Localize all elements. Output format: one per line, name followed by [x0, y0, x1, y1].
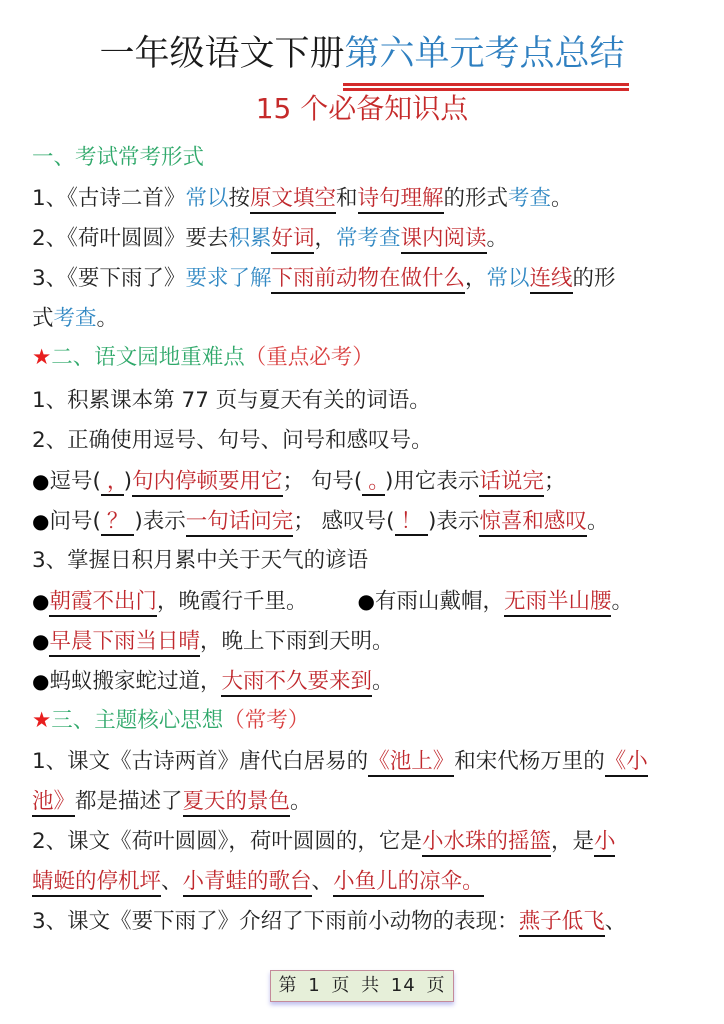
text: 。: [586, 509, 609, 534]
text: )表示: [134, 509, 186, 534]
section-3-item-1-cont: [32, 787, 700, 817]
section-1-heading: 一、考试常考形式: [32, 145, 205, 170]
answer: 下雨前动物在做什么: [271, 266, 465, 294]
text: 和宋代杨万里的: [454, 749, 605, 774]
answer: 大雨不久要来到: [221, 669, 372, 697]
keyword: 考查: [53, 306, 97, 331]
section-2-item-2: 2、正确使用逗号、句号、问号和感叹号。: [32, 428, 433, 453]
proverb-row-2: [32, 626, 700, 657]
section-3-item-2: [32, 827, 700, 857]
bullet-icon: ●: [32, 669, 50, 693]
page-indicator: 第 1 页 共 14 页: [270, 970, 454, 1002]
keyword: 要求了解: [185, 266, 272, 291]
answer: 夏天的景色: [183, 789, 291, 817]
punctuation-question-exclaim: [32, 506, 700, 537]
section-3-item-3: [32, 907, 700, 937]
answer-blank: 。: [362, 469, 385, 496]
answer: 诗句理解: [358, 186, 444, 214]
proverb-row-3: [32, 666, 700, 697]
text: ): [123, 469, 132, 494]
heading-text: 三、主题核心思想: [51, 708, 224, 733]
section-2-heading: [32, 343, 700, 373]
answer: 朝霞不出门: [49, 589, 157, 617]
text: 。: [96, 306, 119, 331]
text: ，: [314, 226, 336, 251]
text: 蚂蚁搬家蛇过道，: [49, 669, 222, 694]
answer: 原文填空: [250, 186, 336, 214]
text: 句号(: [310, 469, 363, 494]
answer-blank: ！: [395, 509, 429, 536]
keyword: 常以: [486, 266, 530, 291]
punctuation-comma-period: [32, 466, 700, 497]
text: 、: [161, 869, 183, 894]
answer: 小水珠的摇篮: [422, 829, 551, 857]
section-2-item-3: 3、掌握日积月累中关于天气的谚语: [32, 548, 369, 573]
text: 3、《要下雨了》: [32, 266, 186, 291]
answer: 小: [594, 829, 616, 857]
text: 都是描述了: [75, 789, 183, 814]
text: ，晚霞行千里。: [156, 589, 308, 614]
answer: 话说完: [479, 469, 544, 497]
answer: 燕子低飞: [519, 909, 605, 937]
text: 。: [290, 789, 312, 814]
text: 有雨山戴帽，: [374, 589, 504, 614]
section-1-item-3-cont: [32, 304, 700, 334]
section-1-item-2: [32, 224, 700, 254]
answer-blank: ？: [101, 509, 135, 536]
text: 式: [32, 306, 54, 331]
answer: 一句话问完: [186, 509, 294, 537]
title-highlight: 第六单元考点总结: [345, 30, 625, 80]
answer: 课内阅读: [401, 226, 487, 254]
text: 。: [611, 589, 633, 614]
text: )表示: [428, 509, 480, 534]
answer: 蜻蜓的停机坪: [32, 869, 161, 897]
bullet-icon: ●: [357, 589, 375, 613]
text: 、: [311, 869, 334, 894]
answer: 《小: [605, 749, 648, 777]
text: ；: [293, 509, 315, 534]
title-prefix: 一年级语文下册: [99, 34, 345, 74]
text: ，: [464, 266, 487, 291]
text: 3、课文《要下雨了》介绍了下雨前小动物的表现：: [32, 909, 519, 934]
keyword: 考查: [508, 186, 552, 211]
answer: 好词: [271, 226, 314, 254]
section-1-item-1: [32, 184, 700, 214]
keyword: 积累: [228, 226, 272, 251]
answer: 连线: [530, 266, 573, 294]
keyword: 常考查: [335, 226, 401, 251]
heading-tag: （重点必考）: [244, 345, 374, 370]
text: 的形式: [443, 186, 509, 211]
answer: 池》: [32, 789, 75, 817]
section-1-item-3: [32, 264, 700, 294]
page-title: [0, 30, 724, 80]
text: 逗号(: [49, 469, 101, 494]
text: 按: [228, 186, 250, 211]
section-3-item-2-cont: [32, 867, 700, 897]
proverb-row-1: [32, 586, 700, 617]
text: 2、课文《荷叶圆圆》，荷叶圆圆的，它是: [32, 829, 422, 854]
heading-tag: （常考）: [223, 708, 310, 733]
text: 的形: [572, 266, 616, 291]
section-3-item-1: [32, 747, 700, 777]
answer: 句内停顿要用它: [132, 469, 283, 497]
answer: 小青蛙的歌台: [183, 869, 312, 897]
answer: 惊喜和感叹: [479, 509, 587, 537]
answer: 早晨下雨当日晴: [49, 629, 200, 657]
text: ；: [543, 469, 566, 494]
text: 、: [604, 909, 627, 934]
text: ，晚上下雨到天明。: [199, 629, 394, 654]
section-3-heading: [32, 706, 700, 736]
bullet-icon: ●: [32, 469, 50, 493]
text: 。: [551, 186, 573, 211]
text: 和: [335, 186, 358, 211]
text: )用它表示: [385, 469, 480, 494]
bullet-icon: ●: [32, 509, 50, 533]
heading-text: 二、语文园地重难点: [51, 345, 245, 370]
page-subtitle: 15 个必备知识点: [255, 92, 469, 125]
text: 1、《古诗二首》: [32, 186, 186, 211]
answer: 《池上》: [368, 749, 454, 777]
text: 问号(: [49, 509, 101, 534]
text: 1、课文《古诗两首》唐代白居易的: [32, 749, 369, 774]
keyword: 常以: [185, 186, 229, 211]
text: 2、《荷叶圆圆》要去: [32, 226, 229, 251]
bullet-icon: ●: [32, 589, 50, 613]
bullet-icon: ●: [32, 629, 50, 653]
section-2-item-1: 1、积累课本第 77 页与夏天有关的词语。: [32, 388, 431, 413]
text: ；: [282, 469, 305, 494]
text: ，是: [550, 829, 594, 854]
text: 感叹号(: [321, 509, 395, 534]
answer: 小鱼儿的凉伞。: [333, 869, 484, 897]
text: 。: [486, 226, 509, 251]
star-icon: ★: [32, 345, 52, 370]
answer-blank: ，: [101, 469, 124, 496]
text: 。: [371, 669, 394, 694]
star-icon: ★: [32, 708, 52, 733]
answer: 无雨半山腰: [504, 589, 612, 617]
